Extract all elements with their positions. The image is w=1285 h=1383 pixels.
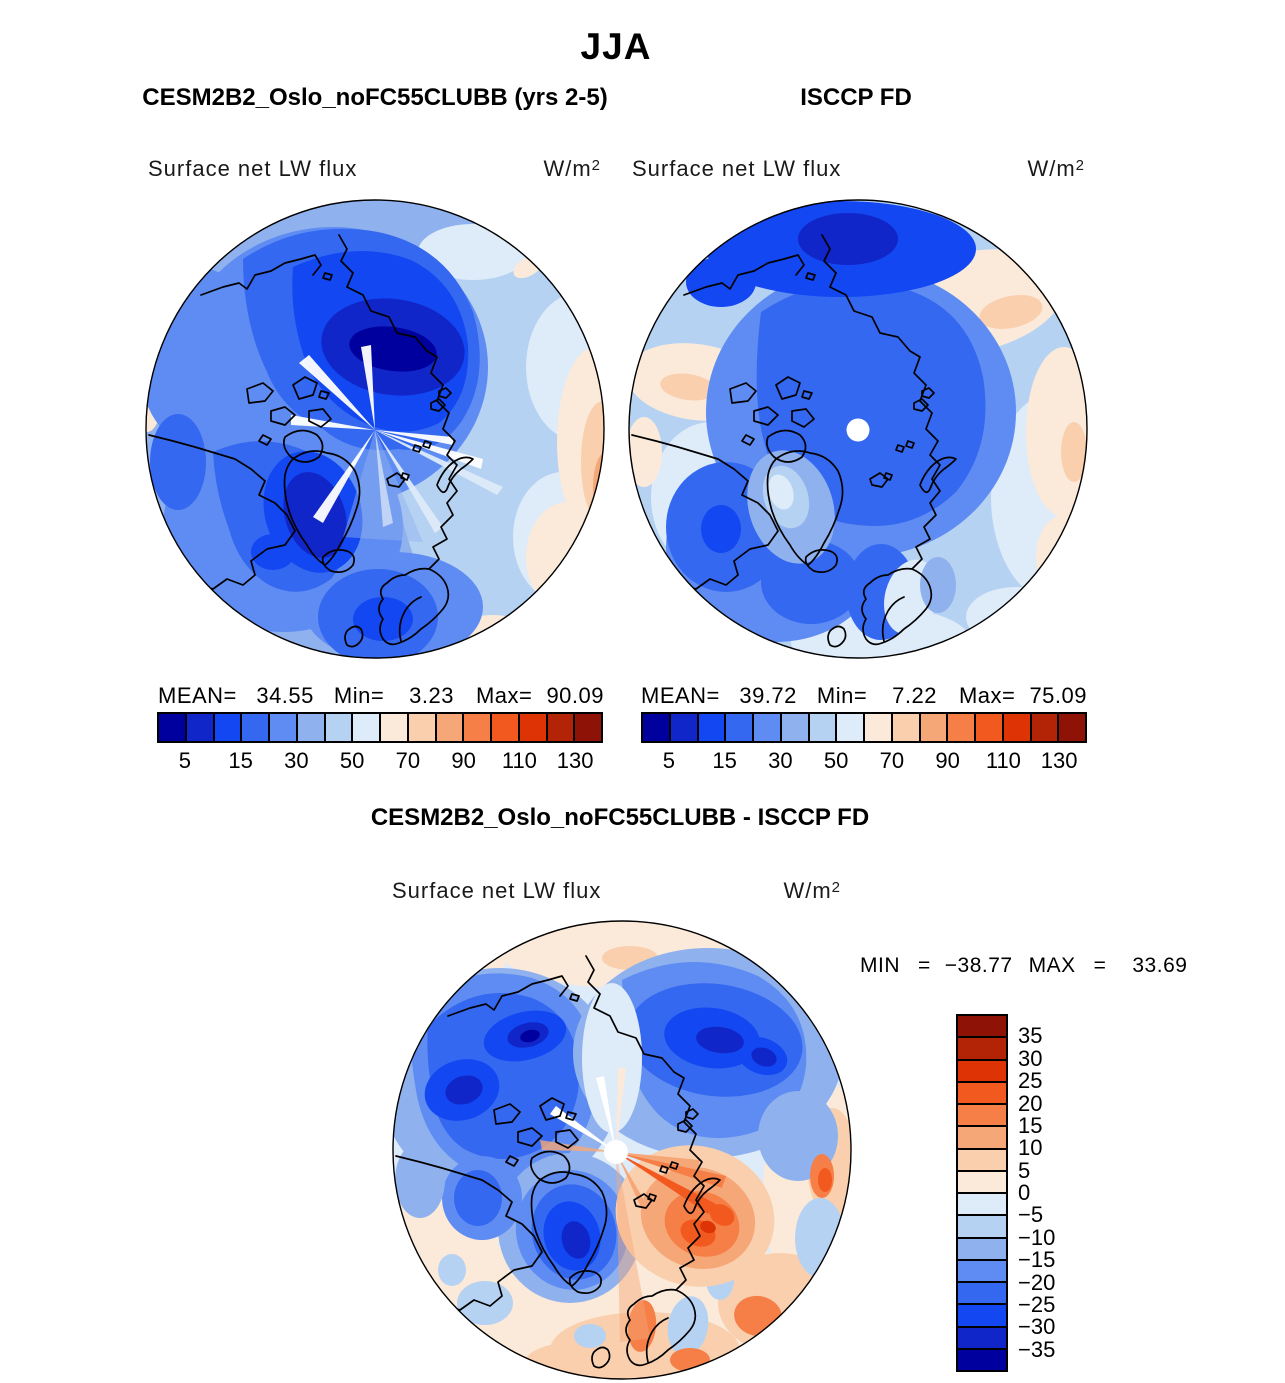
colorbar-tick: 30 bbox=[284, 748, 309, 773]
colorbar-cell bbox=[958, 1127, 1006, 1149]
colorbar-cell bbox=[782, 714, 810, 741]
colorbar-cell bbox=[437, 714, 465, 741]
colorbar-cell bbox=[958, 1194, 1006, 1216]
colorbar-cell bbox=[958, 1261, 1006, 1283]
colorbar-tick: 5 bbox=[1018, 1157, 1031, 1183]
diff-max-label: MAX bbox=[1028, 954, 1076, 977]
diff-max-value: 33.69 bbox=[1132, 954, 1188, 977]
colorbar-tick: 25 bbox=[1018, 1068, 1043, 1094]
pole-data-hole bbox=[604, 1140, 628, 1164]
model-units-label: $W/m^2$ bbox=[543, 156, 600, 181]
model-subtitle-row bbox=[148, 156, 600, 182]
colorbar-cell bbox=[298, 714, 326, 741]
colorbar-cell bbox=[492, 714, 520, 741]
equals-sign: = bbox=[1093, 954, 1107, 977]
obs-stats-row bbox=[641, 683, 1087, 709]
colorbar-cell bbox=[270, 714, 298, 741]
equals-sign: = bbox=[918, 954, 931, 977]
mean-label: MEAN= bbox=[158, 683, 237, 708]
model-colorbar bbox=[157, 712, 603, 743]
colorbar-cell bbox=[242, 714, 270, 741]
min-label: Min= bbox=[333, 683, 385, 708]
model-colorbar-ticks bbox=[157, 748, 603, 774]
max-label: Max= bbox=[958, 683, 1016, 708]
max-value: 90.09 bbox=[546, 683, 604, 708]
colorbar-tick: 15 bbox=[228, 748, 253, 773]
colorbar-tick: 15 bbox=[712, 748, 737, 773]
colorbar-tick: 5 bbox=[178, 748, 191, 773]
colorbar-cell bbox=[353, 714, 381, 741]
colorbar-tick: 0 bbox=[1018, 1180, 1031, 1205]
colorbar-tick: 110 bbox=[501, 748, 537, 773]
min-value: 7.22 bbox=[892, 683, 937, 708]
colorbar-cell bbox=[187, 714, 215, 741]
colorbar-cell bbox=[548, 714, 576, 741]
min-value: 3.23 bbox=[409, 683, 454, 708]
colorbar-tick: 30 bbox=[1018, 1045, 1043, 1071]
colorbar-cell bbox=[520, 714, 548, 741]
max-label: Max= bbox=[475, 683, 533, 708]
colorbar-cell bbox=[921, 714, 949, 741]
mean-value: 34.55 bbox=[256, 683, 314, 708]
colorbar-cell bbox=[837, 714, 865, 741]
colorbar-tick: 110 bbox=[985, 748, 1021, 773]
diff-min-label: MIN bbox=[860, 954, 900, 977]
colorbar-tick: −10 bbox=[1018, 1224, 1056, 1250]
colorbar-cell bbox=[958, 1283, 1006, 1305]
colorbar-cell bbox=[958, 1328, 1006, 1350]
colorbar-tick: 70 bbox=[879, 748, 905, 773]
colorbar-cell bbox=[215, 714, 243, 741]
colorbar-cell bbox=[958, 1305, 1006, 1327]
colorbar-tick: 5 bbox=[662, 748, 675, 773]
colorbar-tick: 20 bbox=[1018, 1090, 1043, 1116]
colorbar-cell bbox=[865, 714, 893, 741]
mean-label: MEAN= bbox=[641, 683, 720, 708]
colorbar-cell bbox=[976, 714, 1004, 741]
model-panel-header: CESM2B2_Oslo_noFC55CLUBB (yrs 2-5) bbox=[142, 84, 608, 111]
diff-map bbox=[390, 918, 854, 1382]
colorbar-tick: −25 bbox=[1018, 1291, 1056, 1317]
obs-units-label: $W/m^2$ bbox=[1027, 156, 1084, 181]
model-stats-row bbox=[158, 683, 604, 709]
page-title: JJA bbox=[580, 26, 652, 67]
colorbar-tick: −15 bbox=[1018, 1247, 1056, 1273]
colorbar-tick: 90 bbox=[935, 748, 960, 773]
colorbar-tick: 15 bbox=[1018, 1112, 1043, 1138]
colorbar-tick: 50 bbox=[823, 748, 849, 773]
colorbar-cell bbox=[958, 1016, 1006, 1038]
diff-colorbar-ticks bbox=[1018, 1014, 1088, 1372]
diff-colorbar bbox=[956, 1014, 1008, 1372]
obs-colorbar-ticks bbox=[641, 748, 1087, 774]
colorbar-cell bbox=[958, 1105, 1006, 1127]
pole-data-hole bbox=[847, 419, 870, 442]
colorbar-tick: −35 bbox=[1018, 1336, 1056, 1362]
colorbar-cell bbox=[810, 714, 838, 741]
diff-field-label: Surface net LW flux bbox=[392, 878, 602, 903]
diff-subtitle-row bbox=[392, 878, 840, 904]
colorbar-cell bbox=[958, 1239, 1006, 1261]
colorbar-cell bbox=[958, 1172, 1006, 1194]
colorbar-cell bbox=[1059, 714, 1085, 741]
colorbar-cell bbox=[326, 714, 354, 741]
colorbar-cell bbox=[958, 1061, 1006, 1083]
colorbar-tick: −30 bbox=[1018, 1314, 1056, 1340]
model-map bbox=[143, 197, 607, 661]
colorbar-tick: 50 bbox=[339, 748, 365, 773]
colorbar-cell bbox=[671, 714, 699, 741]
colorbar-tick: 10 bbox=[1018, 1135, 1043, 1161]
mean-value: 39.72 bbox=[739, 683, 797, 708]
colorbar-cell bbox=[159, 714, 187, 741]
colorbar-tick: −5 bbox=[1018, 1202, 1044, 1228]
colorbar-cell bbox=[958, 1216, 1006, 1238]
min-label: Min= bbox=[816, 683, 868, 708]
colorbar-tick: 130 bbox=[556, 748, 594, 773]
colorbar-cell bbox=[754, 714, 782, 741]
colorbar-cell bbox=[643, 714, 671, 741]
colorbar-cell bbox=[381, 714, 409, 741]
colorbar-cell bbox=[464, 714, 492, 741]
colorbar-tick: −20 bbox=[1018, 1269, 1056, 1295]
colorbar-cell bbox=[958, 1350, 1006, 1370]
obs-subtitle-row bbox=[632, 156, 1084, 182]
colorbar-cell bbox=[958, 1083, 1006, 1105]
obs-map bbox=[626, 197, 1090, 661]
colorbar-cell bbox=[958, 1038, 1006, 1060]
obs-field-label: Surface net LW flux bbox=[632, 156, 842, 181]
colorbar-cell bbox=[1032, 714, 1060, 741]
colorbar-tick: 30 bbox=[768, 748, 793, 773]
colorbar-cell bbox=[893, 714, 921, 741]
diff-panel-header: CESM2B2_Oslo_noFC55CLUBB - ISCCP FD bbox=[370, 804, 870, 831]
max-value: 75.09 bbox=[1029, 683, 1087, 708]
model-field-label: Surface net LW flux bbox=[148, 156, 358, 181]
obs-panel-header: ISCCP FD bbox=[800, 84, 912, 111]
diff-minmax-row bbox=[860, 954, 1187, 978]
colorbar-tick: 90 bbox=[451, 748, 476, 773]
colorbar-tick: 130 bbox=[1040, 748, 1078, 773]
colorbar-cell bbox=[699, 714, 727, 741]
diff-min-value: −38.77 bbox=[944, 954, 1013, 977]
colorbar-cell bbox=[575, 714, 601, 741]
obs-colorbar bbox=[641, 712, 1087, 743]
colorbar-cell bbox=[958, 1150, 1006, 1172]
colorbar-cell bbox=[409, 714, 437, 741]
colorbar-tick: 35 bbox=[1018, 1023, 1043, 1049]
diff-units-label: $W/m^2$ bbox=[783, 878, 840, 903]
colorbar-cell bbox=[948, 714, 976, 741]
colorbar-tick: 70 bbox=[395, 748, 421, 773]
colorbar-cell bbox=[726, 714, 754, 741]
colorbar-cell bbox=[1004, 714, 1032, 741]
